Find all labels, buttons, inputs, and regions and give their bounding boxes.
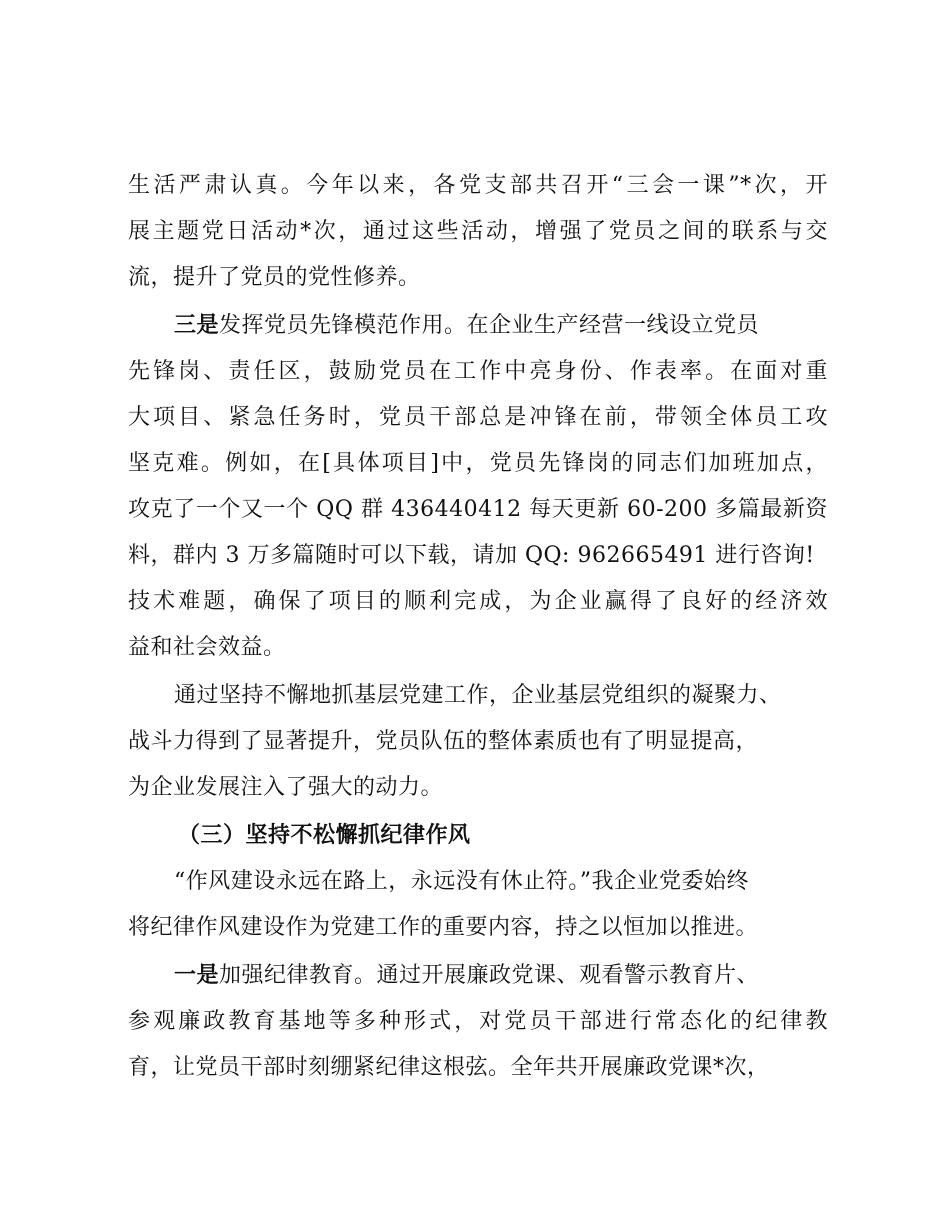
- paragraph-line: 料，群内 3 万多篇随时可以下载，请加 QQ: 962665491 进行咨询!: [128, 543, 815, 568]
- paragraph-line: 先锋岗、责任区，鼓励党员在工作中亮身份、作表率。在面对重: [128, 359, 828, 384]
- paragraph-first-line: “作风建设永远在路上，永远没有休止符。”我企业党委始终: [174, 869, 749, 894]
- paragraph-line: 技术难题，确保了项目的顺利完成，为企业赢得了良好的经济效: [128, 589, 828, 614]
- paragraph-first-line: [174, 306, 834, 346]
- paragraph-line: 展主题党日活动*次，通过这些活动，增强了党员之间的联系与交: [128, 219, 828, 244]
- paragraph-line: 为企业发展注入了强大的动力。: [128, 775, 444, 800]
- paragraph-line: 参观廉政教育基地等多种形式，对党员干部进行常态化的纪律教: [128, 1009, 828, 1034]
- paragraph-first-line: [174, 956, 834, 996]
- paragraph-line: 攻克了一个又一个 QQ 群 436440412 每天更新 60-200 多篇最新资: [128, 497, 828, 522]
- paragraph-text: 加强纪律教育。通过开展廉政党课、观看警示教育片、: [219, 963, 760, 988]
- section-heading: （三）坚持不松懈抓纪律作风: [178, 823, 471, 848]
- paragraph-line: 益和社会效益。: [128, 635, 286, 660]
- paragraph-text: 发挥党员先锋模范作用。在企业生产经营一线设立党员: [219, 313, 760, 338]
- paragraph-line: 坚克难。例如，在[具体项目]中，党员先锋岗的同志们加班加点，: [128, 451, 828, 476]
- paragraph-line: 大项目、紧急任务时，党员干部总是冲锋在前，带领全体员工攻: [128, 405, 828, 430]
- paragraph-first-line: 通过坚持不懈地抓基层党建工作，企业基层党组织的凝聚力、: [174, 683, 782, 708]
- paragraph-line: 将纪律作风建设作为党建工作的重要内容，持之以恒加以推进。: [128, 915, 759, 940]
- paragraph-line: 流，提升了党员的党性修养。: [128, 265, 421, 290]
- paragraph-lead-label: 一是: [174, 963, 220, 988]
- paragraph-line: 战斗力得到了显著提升，党员队伍的整体素质也有了明显提高，: [128, 729, 759, 754]
- paragraph-line: 育，让党员干部时刻绷紧纪律这根弦。全年共开展廉政党课*次，: [128, 1055, 770, 1080]
- paragraph-lead-label: 三是: [174, 313, 220, 338]
- paragraph-line: 生活严肃认真。今年以来，各党支部共召开“三会一课”*次，开: [128, 173, 828, 198]
